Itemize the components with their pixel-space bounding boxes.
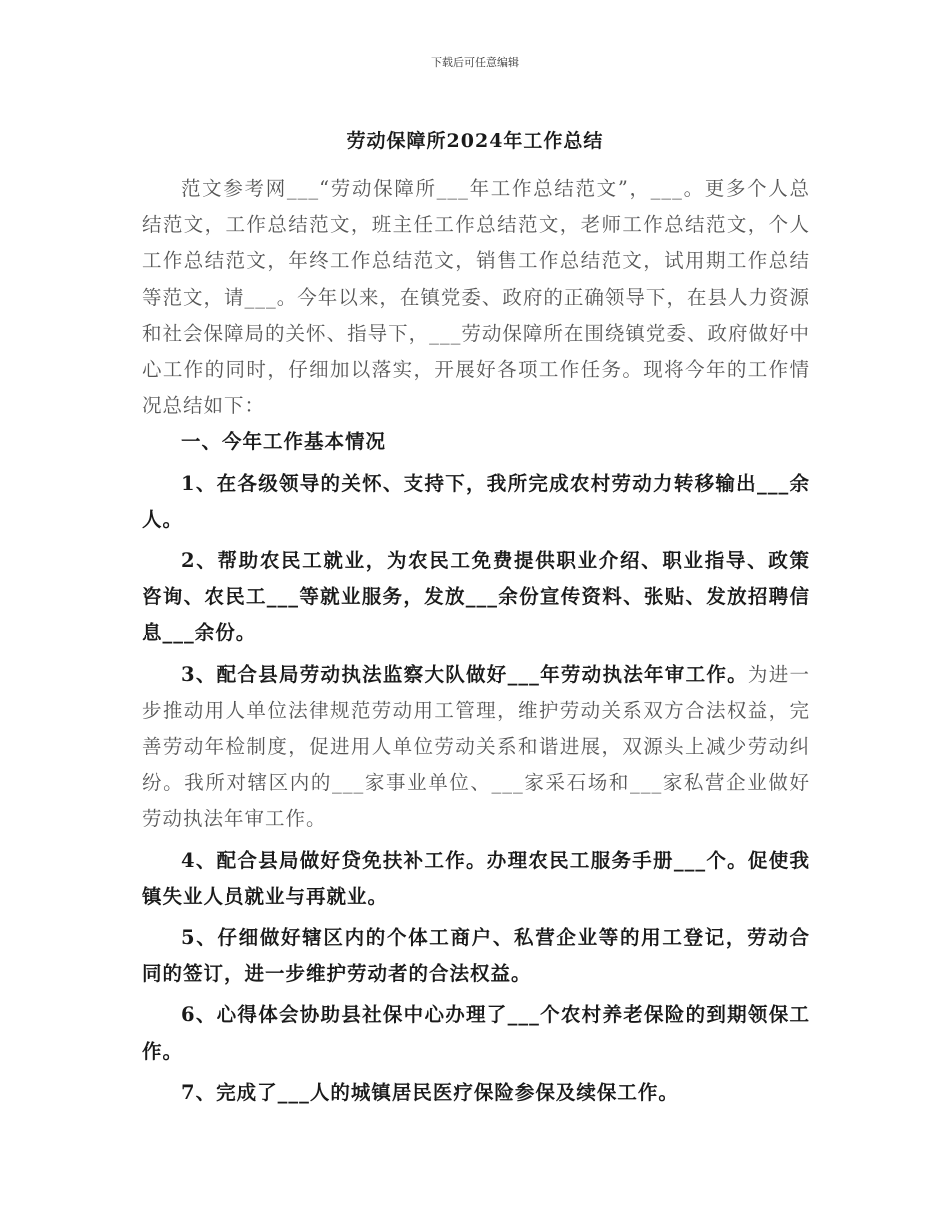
item-7-paragraph: 7、完成了___人的城镇居民医疗保险参保及续保工作。 — [181, 1080, 679, 1104]
intro-paragraph: 范文参考网___“劳动保障所___年工作总结范文”，___。更多个人总结范文，工作总结范文，班主任工作总结范文，老师工作总结范文，个人工作总结范文，年终工作总结范文，销售工作总结范文，试用期工作总结等范文，请___。今年以来，在镇党委、政府的正确领导下，在县人力资源和社会保障局的关怀、指导下，___劳动保障所在围绕镇党委、政府做好中心工作的同时，仔细加以落实，开展好各项工作任务。现将今年的工作情况总结如下： — [142, 177, 810, 418]
item-2-paragraph: 2、帮助农民工就业，为农民工免费提供职业介绍、职业指导、政策咨询、农民工___等就业服务，发放___余份宣传资料、张贴、发放招聘信息___余份。 — [142, 549, 810, 645]
item-4-paragraph: 4、配合县局做好贷免扶补工作。办理农民工服务手册___个。促使我镇失业人员就业与再就业。 — [142, 848, 810, 908]
document-title: 劳动保障所2024年工作总结 — [346, 130, 604, 152]
page-header-note: 下载后可任意编辑 — [431, 56, 519, 69]
item-6-paragraph: 6、心得体会协助县社保中心办理了___个农村养老保险的到期领保工作。 — [142, 1003, 810, 1063]
item-3-lead: 3、配合县局劳动执法监察大队做好___年劳动执法年审工作。 — [181, 662, 748, 686]
document-body — [142, 171, 810, 1111]
item-3-body: 为进一步推动用人单位法律规范劳动用工管理，维护劳动关系双方合法权益，完善劳动年检制度，促进用人单位劳动关系和谐进展，双源头上减少劳动纠纷。我所对辖区内的___家事业单位、___家采石场和___家私营企业做好劳动执法年审工作。 — [142, 662, 810, 831]
item-1-paragraph: 1、在各级领导的关怀、支持下，我所完成农村劳动力转移输出___余人。 — [142, 471, 810, 531]
item-5-paragraph: 5、仔细做好辖区内的个体工商户、私营企业等的用工登记，劳动合同的签订，进一步维护劳动者的合法权益。 — [142, 926, 810, 986]
item-3-paragraph — [142, 657, 810, 838]
section-heading-basic-situation: 一、今年工作基本情况 — [181, 430, 387, 454]
